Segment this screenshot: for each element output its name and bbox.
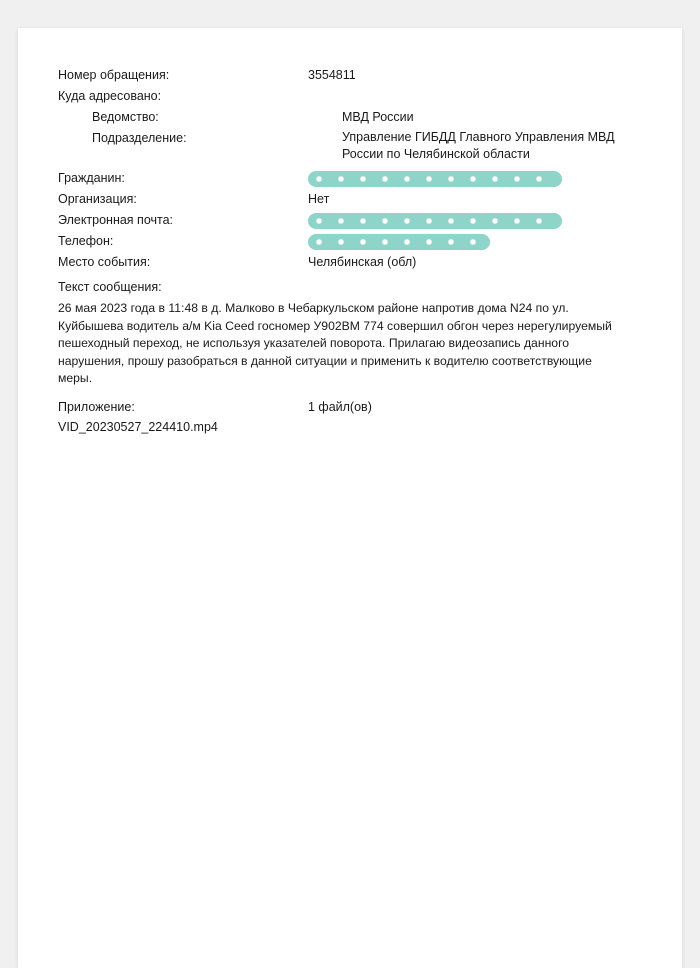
field-label: Ведомство:: [92, 110, 159, 124]
field-row-citizen: [58, 169, 654, 188]
field-row-subdivision: [58, 129, 654, 163]
message-body: 26 мая 2023 года в 11:48 в д. Малково в Чебаркульском районе напротив дома N24 по ул. Куйбышева водитель а/м Kia Ceed госномер У902ВМ 774 совершил обгон через нерегулируемый пешеходный переход, не используя указателей поворота. Прилагаю видеозапись данного нарушения, прошу разобраться в данной ситуации и применить к водителю соответствующие меры.: [58, 301, 612, 385]
attachment-row: [58, 398, 654, 417]
field-row-organization: [58, 190, 654, 209]
field-row-department: [58, 108, 654, 127]
field-row-email: [58, 211, 654, 230]
attachment-filename[interactable]: VID_20230527_224410.mp4: [58, 419, 218, 434]
field-value-redacted: [308, 232, 654, 251]
field-label: Телефон:: [58, 234, 114, 248]
redaction-mark-citizen: [308, 171, 562, 187]
message-label: Текст сообщения:: [58, 280, 162, 294]
redaction-mark-phone: [308, 234, 490, 250]
redaction-mark-email: [308, 213, 562, 229]
document-page: [18, 28, 682, 968]
field-label: Подразделение:: [92, 131, 187, 145]
field-value: Управление ГИБДД Главного Управления МВД России по Челябинской области: [342, 130, 615, 161]
field-label: Гражданин:: [58, 171, 125, 185]
field-row-event-place: [58, 253, 654, 272]
attachment-label: Приложение:: [58, 399, 135, 414]
field-label: Куда адресовано:: [58, 89, 162, 103]
field-value: Нет: [308, 192, 330, 206]
document-content: [58, 66, 654, 437]
field-value-redacted: [308, 211, 654, 230]
field-row-phone: [58, 232, 654, 251]
field-value-redacted: [308, 169, 654, 188]
attachment-count: 1 файл(ов): [308, 399, 372, 414]
field-label: Место события:: [58, 255, 151, 269]
field-label: Электронная почта:: [58, 213, 174, 227]
field-label: Номер обращения:: [58, 68, 170, 82]
field-row-addressed-to: [58, 87, 654, 106]
field-value: МВД России: [342, 110, 414, 124]
field-value: 3554811: [308, 68, 356, 82]
field-value: Челябинская (обл): [308, 255, 417, 269]
field-row-appeal-number: [58, 66, 654, 85]
field-label: Организация:: [58, 192, 137, 206]
